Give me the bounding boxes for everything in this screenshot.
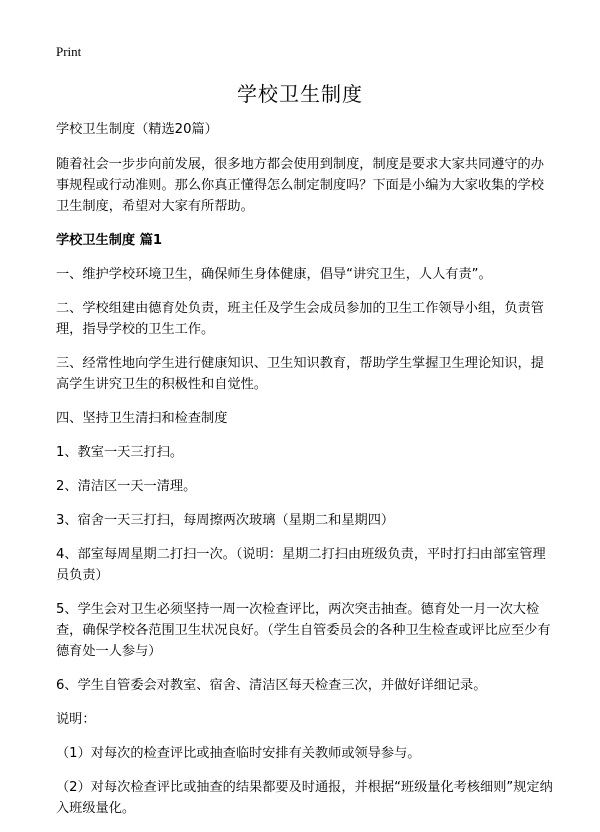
document-body xyxy=(56,119,556,832)
document-subtitle: 学校卫生制度（精选20篇） xyxy=(56,122,218,137)
print-link[interactable]: Print xyxy=(56,44,82,59)
list-item-3: 3、宿舍一天三打扫，每周擦两次玻璃（星期二和星期四） xyxy=(56,513,395,528)
list-item-2: 2、清洁区一天一清理。 xyxy=(56,479,197,494)
intro-paragraph: 随着社会一步步向前发展，很多地方都会使用到制度，制度是要求大家共同遵守的办事规程或行动准则。那么你真正懂得怎么制定制度吗？下面是小编为大家收集的学校卫生制度，希望对大家有所帮助。 xyxy=(56,157,544,214)
notes-label: 说明： xyxy=(56,712,96,727)
paragraph-2: 二、学校组建由德育处负责，班主任及学生会成员参加的卫生工作领导小组，负责管理，指导学校的卫生工作。 xyxy=(56,301,544,337)
paragraph-4: 四、坚持卫生清扫和检查制度 xyxy=(56,411,228,426)
page-title: 学校卫生制度 xyxy=(237,82,363,106)
paragraph-3: 三、经常性地向学生进行健康知识、卫生知识教育，帮助学生掌握卫生理论知识，提高学生讲究卫生的积极性和自觉性。 xyxy=(56,356,544,392)
paragraph-1: 一、维护学校环境卫生，确保师生身体健康，倡导“讲究卫生，人人有责”。 xyxy=(56,267,492,282)
list-item-1: 1、教室一天三打扫。 xyxy=(56,445,184,460)
note-1: （1）对每次的检查评比或抽查临时安排有关教师或领导参与。 xyxy=(56,746,421,761)
list-item-6: 6、学生自管委会对教室、宿舍、清洁区每天检查三次，并做好详细记录。 xyxy=(56,678,487,693)
list-item-5: 5、学生会对卫生必须坚持一周一次检查评比，两次突击抽查。德育处一月一次大检查，确保学校各范围卫生状况良好。（学生自管委员会的各种卫生检查或评比应至少有德育处一人参与） xyxy=(56,602,551,659)
note-2: （2）对每次检查评比或抽查的结果都要及时通报，并根据“班级量化考核细则”规定纳入班级量化。 xyxy=(56,780,553,816)
list-item-4: 4、部室每周星期二打扫一次。（说明：星期二打扫由班级负责，平时打扫由部室管理员负责） xyxy=(56,547,546,583)
section-heading: 学校卫生制度 篇1 xyxy=(56,233,163,248)
